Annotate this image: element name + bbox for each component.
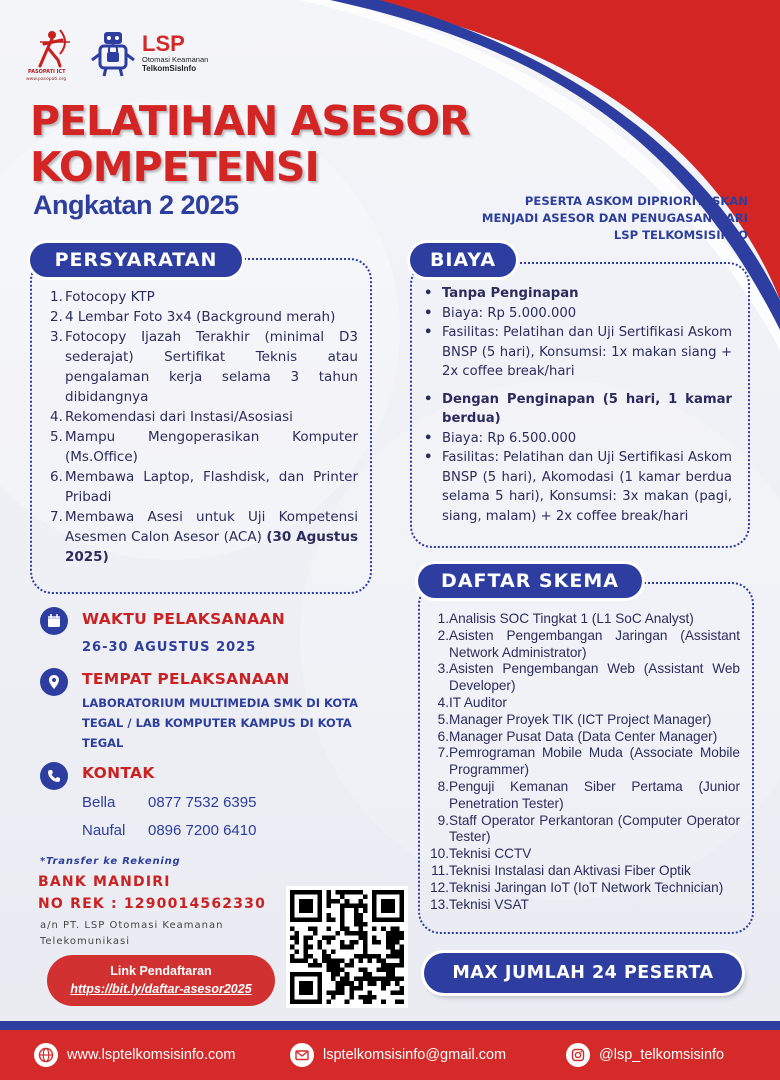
phone-icon bbox=[40, 762, 68, 790]
footer-instagram-text[interactable]: @lsp_telkomsisinfo bbox=[599, 1047, 725, 1063]
list-item: 7. Membawa Asesi untuk Uji Kompetensi Asesmen Calon Asesor (ACA) (30 Agustus 2025) bbox=[50, 509, 359, 565]
max-participants-badge: MAX JUMLAH 24 PESERTA bbox=[424, 953, 742, 993]
place-label: TEMPAT PELAKSANAAN bbox=[82, 670, 290, 688]
lsp-logo bbox=[88, 28, 208, 78]
pasopati-name: PASOPATI ICT bbox=[28, 69, 66, 75]
list-item: 2. 4 Lembar Foto 3x4 (Background merah) bbox=[50, 309, 336, 325]
registration-link[interactable]: https://bit.ly/daftar-asesor2025 bbox=[70, 982, 252, 996]
time-value: 26-30 AGUSTUS 2025 bbox=[82, 640, 257, 655]
contact-name-1: Bella bbox=[82, 794, 116, 811]
logo-group bbox=[26, 28, 209, 84]
pasopati-logo bbox=[26, 28, 74, 84]
requirements-heading: PERSYARATAN bbox=[30, 243, 242, 277]
biaya-option2-facilities: Fasilitas: Pelatihan dan Uji Sertifikasi Askom BNSP (5 hari), Akomodasi (1 kamar berdua selama 5 hari), Konsumsi: 3x makan (pagi, siang, malam) + 2x coffee break/hari bbox=[442, 450, 732, 524]
footer-email-text[interactable]: lsptelkomsisinfo@gmail.com bbox=[323, 1047, 507, 1063]
skema-list bbox=[430, 611, 740, 913]
registration-label: Link Pendaftaran bbox=[110, 964, 212, 978]
list-item: 11. Teknisi Instalasi dan Aktivasi Fiber Optik bbox=[431, 862, 691, 878]
account-holder: a/n PT. LSP Otomasi Keamanan Telekomunikasi bbox=[40, 920, 224, 947]
contact-phone-1[interactable]: 0877 7532 6395 bbox=[148, 794, 257, 811]
list-item: 1. Analisis SOC Tingkat 1 (L1 SoC Analyst) bbox=[437, 611, 694, 626]
list-item: 1. Fotocopy KTP bbox=[50, 289, 155, 305]
list-item: 2. Asisten Pengembangan Jaringan (Assistant Network Administrator) bbox=[437, 627, 740, 660]
biaya-option2-title: Dengan Penginapan (5 hari, 1 kamar berdua) bbox=[442, 391, 732, 426]
biaya-option2-price: Biaya: Rp 6.500.000 bbox=[442, 430, 577, 446]
biaya-option1-facilities: Fasilitas: Pelatihan dan Uji Sertifikasi Askom BNSP (5 hari), Konsumsi: 1x makan siang + 2x coffee break/hari bbox=[442, 325, 732, 379]
list-item: 5. Mampu Mengoperasikan Komputer (Ms.Office) bbox=[50, 429, 358, 465]
footer-email[interactable] bbox=[290, 1043, 506, 1067]
lsp-logo-line2: TelkomSisInfo bbox=[142, 64, 197, 73]
list-item: 7. Pemrograman Mobile Muda (Associate Mobile Programmer) bbox=[437, 745, 740, 778]
list-item: 10. Teknisi CCTV bbox=[430, 846, 532, 862]
list-item: 9. Staff Operator Perkantoran (Computer Operator Tester) bbox=[437, 812, 740, 845]
list-item: 5. Manager Proyek TIK (ICT Project Manager) bbox=[437, 711, 712, 727]
skema-heading: DAFTAR SKEMA bbox=[418, 564, 642, 598]
contact-label: KONTAK bbox=[82, 764, 155, 782]
contact-name-2: Naufal bbox=[82, 822, 126, 839]
list-item: 8. Penguji Kemanan Siber Pertama (Junior Penetration Tester) bbox=[437, 778, 740, 811]
list-item: 6. Manager Pusat Data (Data Center Manager) bbox=[437, 728, 718, 744]
title-line1: PELATIHAN ASESOR bbox=[30, 97, 470, 145]
priority-line1: PESERTA ASKOM DIPRIORITASKAN bbox=[524, 194, 748, 208]
priority-line2: MENJADI ASESOR DAN PENUGASAN DARI bbox=[481, 211, 748, 225]
bank-name: BANK MANDIRI bbox=[38, 874, 171, 890]
transfer-note: *Transfer ke Rekening bbox=[40, 856, 181, 867]
location-pin-icon bbox=[40, 668, 68, 696]
list-item: 3. Asisten Pengembangan Web (Assistant Web Developer) bbox=[437, 661, 740, 694]
pasopati-url: www.pasopati.org bbox=[26, 77, 67, 82]
archer-logo-icon bbox=[30, 28, 74, 68]
time-label: WAKTU PELAKSANAAN bbox=[82, 610, 285, 628]
requirements-list bbox=[50, 287, 358, 567]
instagram-icon bbox=[566, 1043, 590, 1067]
subtitle: Angkatan 2 2025 bbox=[33, 190, 239, 220]
list-item: 13. Teknisi VSAT bbox=[430, 896, 529, 912]
footer-website[interactable] bbox=[34, 1043, 235, 1067]
mail-icon bbox=[290, 1043, 314, 1067]
list-item: 3. Fotocopy Ijazah Terakhir (minimal D3 sederajat) Sertifikat Teknis atau pengalaman kerja selama 3 tahun dibidangnya bbox=[50, 329, 358, 405]
title-line2: KOMPETENSI bbox=[30, 143, 319, 191]
bank-account: NO REK : 1290014562330 bbox=[38, 896, 267, 912]
lsp-logo-title: LSP bbox=[142, 31, 185, 56]
priority-note bbox=[438, 193, 748, 244]
calendar-icon bbox=[40, 607, 68, 635]
biaya-option1-title: Tanpa Penginapan bbox=[442, 286, 579, 301]
footer-instagram[interactable] bbox=[566, 1043, 724, 1067]
lsp-logo-line1: Otomasi Keamanan bbox=[142, 55, 209, 64]
biaya-heading: BIAYA bbox=[410, 243, 516, 277]
qr-code-icon[interactable] bbox=[286, 886, 408, 1008]
contact-phone-2[interactable]: 0896 7200 6410 bbox=[148, 822, 257, 839]
priority-line3: LSP TELKOMSISINFO bbox=[613, 228, 748, 242]
list-item: 12. Teknisi Jaringan IoT (IoT Network Technician) bbox=[430, 879, 724, 895]
registration-button[interactable] bbox=[47, 955, 275, 1006]
footer-website-text[interactable]: www.lsptelkomsisinfo.com bbox=[67, 1047, 236, 1063]
biaya-content: • Tanpa Penginapan • Biaya: Rp 5.000.000 • Fasilitas: Pelatihan dan Uji Sertifikasi Askom BNSP (5 hari), Konsumsi: 1x makan siang + 2x coffee break/hari • Dengan Penginapan (5 hari, 1 kamar berdua) • Biaya: Rp 6.500.000 • Fasilitas: Pelatihan dan Uji Sertifikasi Askom BNSP (5 hari), Akomodasi (1 kamar berdua selama 5 hari), Konsumsi: 3x makan (pagi, siang, malam) + 2x coffee break/hari bbox=[420, 284, 732, 526]
biaya-option1-price: Biaya: Rp 5.000.000 bbox=[442, 305, 577, 321]
list-item: 4. IT Auditor bbox=[437, 694, 507, 710]
robot-lock-logo-icon bbox=[88, 28, 138, 78]
place-value: LABORATORIUM MULTIMEDIA SMK DI KOTA TEGAL / LAB KOMPUTER KAMPUS DI KOTA TEGAL bbox=[82, 696, 359, 750]
list-item: 6. Membawa Laptop, Flashdisk, dan Printer Pribadi bbox=[50, 469, 358, 505]
list-item: 4. Rekomendasi dari Instasi/Asosiasi bbox=[50, 409, 293, 425]
globe-icon bbox=[34, 1043, 58, 1067]
